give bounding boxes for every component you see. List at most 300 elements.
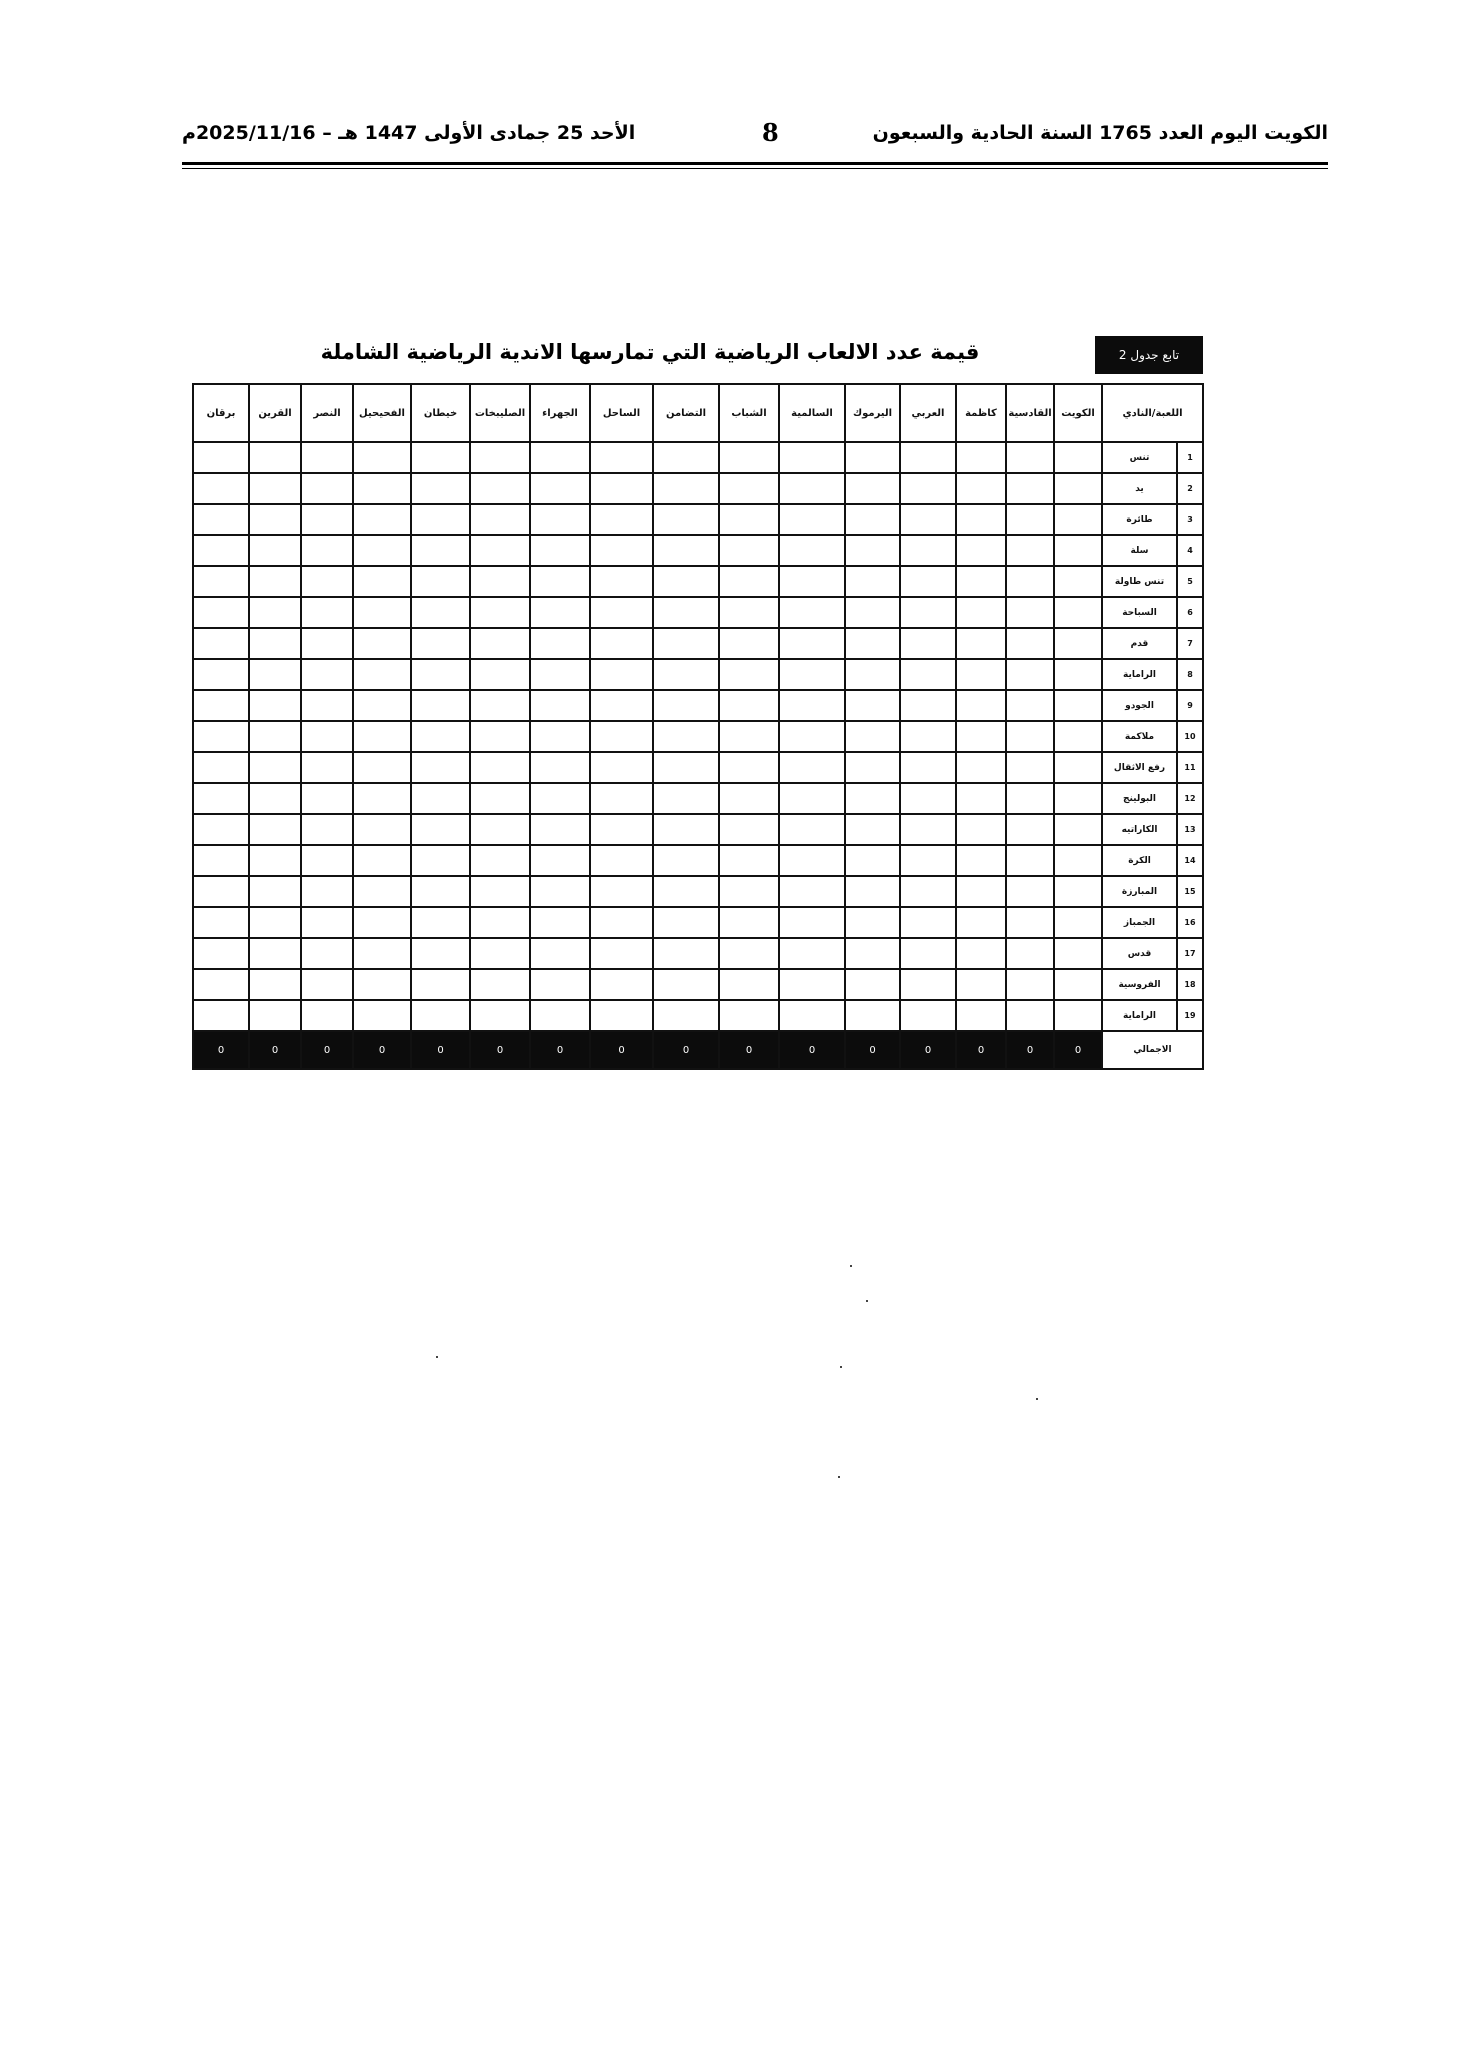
club-column-header: الجهراء: [530, 384, 590, 442]
scan-speck: [838, 1476, 840, 1478]
table-cell: [590, 597, 653, 628]
table-cell: [353, 1000, 411, 1031]
table-row: [193, 907, 1203, 938]
table-cell: [470, 783, 530, 814]
table-cell: [956, 721, 1006, 752]
table-cell: [653, 783, 719, 814]
table-cell: [1054, 845, 1102, 876]
table-cell: [249, 938, 301, 969]
table-cell: [845, 752, 900, 783]
sport-name: الجودو: [1102, 690, 1177, 721]
table-cell: [1006, 659, 1054, 690]
table-row: [193, 504, 1203, 535]
sport-name: الراماية: [1102, 1000, 1177, 1031]
club-column-header: السالمية: [779, 384, 845, 442]
total-cell: 0: [530, 1031, 590, 1069]
table-cell: [845, 535, 900, 566]
table-cell: [590, 1000, 653, 1031]
table-cell: [590, 969, 653, 1000]
sport-name: رفع الاثقال: [1102, 752, 1177, 783]
table-cell: [653, 628, 719, 659]
table-cell: [301, 659, 353, 690]
table-row: [193, 876, 1203, 907]
table-cell: [411, 597, 470, 628]
total-cell: 0: [353, 1031, 411, 1069]
sport-name: سلة: [1102, 535, 1177, 566]
table-cell: [779, 907, 845, 938]
table-cell: [193, 938, 249, 969]
total-cell: 0: [845, 1031, 900, 1069]
table-cell: [470, 442, 530, 473]
table-cell: [353, 876, 411, 907]
table-cell: [470, 628, 530, 659]
table-cell: [845, 442, 900, 473]
table-cell: [956, 566, 1006, 597]
sport-name: قدس: [1102, 938, 1177, 969]
table-cell: [1054, 473, 1102, 504]
table-cell: [779, 535, 845, 566]
table-cell: [653, 535, 719, 566]
table-cell: [411, 721, 470, 752]
table-cell: [249, 628, 301, 659]
table-cell: [301, 566, 353, 597]
table-row: [193, 752, 1203, 783]
table-cell: [590, 752, 653, 783]
table-cell: [193, 969, 249, 1000]
table-cell: [653, 690, 719, 721]
table-cell: [1054, 783, 1102, 814]
table-row: [193, 597, 1203, 628]
table-cell: [411, 969, 470, 1000]
table-cell: [900, 690, 956, 721]
table-cell: [956, 442, 1006, 473]
table-cell: [900, 535, 956, 566]
table-cell: [956, 814, 1006, 845]
table-cell: [590, 690, 653, 721]
table-cell: [530, 442, 590, 473]
table-cell: [719, 752, 779, 783]
row-number: 16: [1177, 907, 1203, 938]
table-cell: [719, 721, 779, 752]
table-cell: [411, 566, 470, 597]
table-cell: [530, 1000, 590, 1031]
table-cell: [845, 814, 900, 845]
table-cell: [193, 535, 249, 566]
table-cell: [470, 690, 530, 721]
table-cell: [249, 783, 301, 814]
row-number: 17: [1177, 938, 1203, 969]
table-cell: [470, 938, 530, 969]
table-cell: [353, 907, 411, 938]
table-cell: [590, 783, 653, 814]
table-cell: [411, 690, 470, 721]
table-cell: [653, 473, 719, 504]
table-cell: [301, 597, 353, 628]
table-cell: [845, 845, 900, 876]
table-cell: [719, 535, 779, 566]
table-cell: [353, 504, 411, 535]
club-column-header: خيطان: [411, 384, 470, 442]
table-cell: [470, 659, 530, 690]
table-cell: [719, 628, 779, 659]
issue-date: الأحد 25 جمادى الأولى 1447 هـ – 2025/11/16م: [182, 122, 636, 144]
total-cell: 0: [249, 1031, 301, 1069]
table-cell: [900, 1000, 956, 1031]
table-cell: [900, 752, 956, 783]
sport-name: طائرة: [1102, 504, 1177, 535]
table-cell: [301, 969, 353, 1000]
table-cell: [193, 752, 249, 783]
sport-name: الجمباز: [1102, 907, 1177, 938]
table-cell: [470, 876, 530, 907]
table-row: [193, 659, 1203, 690]
club-column-header: برقان: [193, 384, 249, 442]
table-cell: [411, 659, 470, 690]
table-cell: [470, 845, 530, 876]
table-cell: [249, 504, 301, 535]
table-cell: [193, 628, 249, 659]
table-cell: [900, 783, 956, 814]
table-cell: [530, 628, 590, 659]
table-cell: [779, 566, 845, 597]
table-cell: [956, 969, 1006, 1000]
table-cell: [845, 1000, 900, 1031]
table-cell: [470, 752, 530, 783]
table-row: [193, 938, 1203, 969]
table-row: [193, 969, 1203, 1000]
table-row: [193, 814, 1203, 845]
table-cell: [1054, 504, 1102, 535]
table-cell: [353, 690, 411, 721]
total-cell: 0: [719, 1031, 779, 1069]
table-cell: [530, 907, 590, 938]
table-cell: [845, 628, 900, 659]
table-cell: [353, 752, 411, 783]
table-cell: [900, 659, 956, 690]
table-cell: [590, 442, 653, 473]
table-cell: [470, 814, 530, 845]
table-cell: [719, 907, 779, 938]
club-column-header: الفحيحيل: [353, 384, 411, 442]
row-number: 14: [1177, 845, 1203, 876]
table-cell: [845, 566, 900, 597]
table-cell: [845, 504, 900, 535]
table-cell: [470, 566, 530, 597]
row-number: 1: [1177, 442, 1203, 473]
table-cell: [530, 783, 590, 814]
sport-name: الكاراتيه: [1102, 814, 1177, 845]
table-cell: [719, 597, 779, 628]
issue-info: الكويت اليوم العدد 1765 السنة الحادية والسبعون: [872, 122, 1328, 144]
table-cell: [301, 907, 353, 938]
table-cell: [411, 442, 470, 473]
table-cell: [193, 659, 249, 690]
table-cell: [249, 845, 301, 876]
table-cell: [530, 597, 590, 628]
table-cell: [1054, 814, 1102, 845]
table-cell: [301, 473, 353, 504]
table-cell: [301, 442, 353, 473]
page-number: 8: [762, 118, 779, 147]
total-cell: 0: [193, 1031, 249, 1069]
table-cell: [530, 504, 590, 535]
scan-speck: [866, 1300, 868, 1302]
table-cell: [353, 628, 411, 659]
table-cell: [779, 845, 845, 876]
table-cell: [1006, 814, 1054, 845]
table-cell: [411, 504, 470, 535]
table-cell: [1054, 938, 1102, 969]
table-cell: [301, 783, 353, 814]
club-column-header: العربي: [900, 384, 956, 442]
table-cell: [249, 659, 301, 690]
sport-name: ملاكمة: [1102, 721, 1177, 752]
table-cell: [301, 1000, 353, 1031]
corner-header: اللعبة/النادي: [1102, 384, 1203, 442]
sport-name: المبارزة: [1102, 876, 1177, 907]
table-cell: [845, 969, 900, 1000]
table-cell: [1006, 628, 1054, 659]
table-cell: [590, 721, 653, 752]
row-number: 12: [1177, 783, 1203, 814]
table-cell: [249, 969, 301, 1000]
table-cell: [590, 938, 653, 969]
table-cell: [845, 721, 900, 752]
table-cell: [530, 752, 590, 783]
table-cell: [956, 597, 1006, 628]
table-cell: [845, 907, 900, 938]
table-cell: [530, 814, 590, 845]
table-tag-label: تابع جدول 2: [1118, 348, 1180, 362]
table-cell: [956, 535, 1006, 566]
scan-speck: [850, 1265, 852, 1267]
table-cell: [301, 938, 353, 969]
table-cell: [653, 907, 719, 938]
table-cell: [779, 814, 845, 845]
table-cell: [900, 938, 956, 969]
table-cell: [845, 783, 900, 814]
table-row: [193, 845, 1203, 876]
club-column-header: اليرموك: [845, 384, 900, 442]
table-cell: [530, 566, 590, 597]
row-number: 15: [1177, 876, 1203, 907]
header-rule-thick: [182, 162, 1328, 165]
table-cell: [470, 535, 530, 566]
table-cell: [653, 659, 719, 690]
scan-speck: [1036, 1398, 1038, 1400]
table-cell: [1006, 907, 1054, 938]
table-cell: [249, 690, 301, 721]
table-cell: [956, 938, 1006, 969]
table-cell: [719, 969, 779, 1000]
club-column-header: القادسية: [1006, 384, 1054, 442]
table-cell: [845, 597, 900, 628]
table-cell: [1006, 845, 1054, 876]
table-cell: [590, 845, 653, 876]
table-cell: [301, 504, 353, 535]
total-cell: 0: [1054, 1031, 1102, 1069]
table-row: [193, 535, 1203, 566]
table-cell: [411, 1000, 470, 1031]
table-cell: [779, 690, 845, 721]
table-cell: [1054, 442, 1102, 473]
page-header: [182, 118, 1328, 152]
table-cell: [301, 845, 353, 876]
table-cell: [249, 721, 301, 752]
table-cell: [1006, 504, 1054, 535]
table-cell: [1054, 597, 1102, 628]
table-cell: [1054, 690, 1102, 721]
table-row: [193, 721, 1203, 752]
total-label: الاجمالي: [1102, 1031, 1203, 1069]
total-cell: 0: [411, 1031, 470, 1069]
table-cell: [956, 504, 1006, 535]
table-cell: [900, 969, 956, 1000]
table-cell: [653, 938, 719, 969]
table-cell: [301, 876, 353, 907]
table-cell: [653, 566, 719, 597]
row-number: 3: [1177, 504, 1203, 535]
table-cell: [845, 690, 900, 721]
table-cell: [249, 752, 301, 783]
table-cell: [779, 969, 845, 1000]
table-cell: [411, 938, 470, 969]
table-cell: [249, 566, 301, 597]
table-cell: [590, 566, 653, 597]
table-cell: [193, 473, 249, 504]
table-cell: [1006, 752, 1054, 783]
sport-name: تنس: [1102, 442, 1177, 473]
table-cell: [956, 752, 1006, 783]
table-cell: [719, 1000, 779, 1031]
table-cell: [353, 535, 411, 566]
row-number: 8: [1177, 659, 1203, 690]
total-cell: 0: [653, 1031, 719, 1069]
table-cell: [653, 721, 719, 752]
row-number: 7: [1177, 628, 1203, 659]
table-cell: [1054, 907, 1102, 938]
sport-name: تنس طاولة: [1102, 566, 1177, 597]
row-number: 19: [1177, 1000, 1203, 1031]
table-cell: [1006, 1000, 1054, 1031]
table-cell: [193, 690, 249, 721]
table-cell: [411, 845, 470, 876]
table-cell: [411, 783, 470, 814]
table-row: [193, 442, 1203, 473]
row-number: 13: [1177, 814, 1203, 845]
total-cell: 0: [590, 1031, 653, 1069]
table-cell: [653, 504, 719, 535]
table-cell: [779, 473, 845, 504]
table-cell: [590, 876, 653, 907]
table-cell: [1006, 597, 1054, 628]
table-cell: [249, 442, 301, 473]
total-cell: 0: [779, 1031, 845, 1069]
scan-speck: [840, 1366, 842, 1368]
table-cell: [845, 473, 900, 504]
table-cell: [900, 814, 956, 845]
table-cell: [353, 597, 411, 628]
table-cell: [779, 597, 845, 628]
table-cell: [900, 566, 956, 597]
table-cell: [779, 659, 845, 690]
table-title: قيمة عدد الالعاب الرياضية التي تمارسها الاندية الرياضية الشاملة: [320, 340, 980, 364]
table-cell: [900, 876, 956, 907]
table-row: [193, 1000, 1203, 1031]
sport-name: السباحة: [1102, 597, 1177, 628]
table-cell: [956, 783, 1006, 814]
total-row: [193, 1031, 1203, 1069]
table-cell: [301, 535, 353, 566]
table-cell: [1054, 628, 1102, 659]
sport-name: الكرة: [1102, 845, 1177, 876]
table-row: [193, 690, 1203, 721]
table-cell: [249, 473, 301, 504]
table-cell: [193, 566, 249, 597]
club-column-header: التضامن: [653, 384, 719, 442]
table-cell: [1006, 442, 1054, 473]
table-cell: [193, 845, 249, 876]
table-cell: [779, 504, 845, 535]
table-cell: [353, 659, 411, 690]
sport-name: الراماية: [1102, 659, 1177, 690]
table-cell: [719, 814, 779, 845]
table-cell: [1054, 876, 1102, 907]
table-cell: [193, 597, 249, 628]
table-cell: [719, 442, 779, 473]
table-cell: [411, 876, 470, 907]
table-cell: [1006, 876, 1054, 907]
row-number: 10: [1177, 721, 1203, 752]
table-cell: [900, 628, 956, 659]
table-cell: [1054, 566, 1102, 597]
table-cell: [470, 721, 530, 752]
table-cell: [845, 938, 900, 969]
row-number: 18: [1177, 969, 1203, 1000]
total-cell: 0: [900, 1031, 956, 1069]
table-cell: [530, 535, 590, 566]
table-cell: [956, 1000, 1006, 1031]
table-cell: [249, 1000, 301, 1031]
table-cell: [301, 721, 353, 752]
table-cell: [590, 628, 653, 659]
table-cell: [779, 721, 845, 752]
table-cell: [530, 876, 590, 907]
table-cell: [653, 969, 719, 1000]
total-cell: 0: [1006, 1031, 1054, 1069]
table-cell: [470, 597, 530, 628]
table-cell: [470, 473, 530, 504]
table-cell: [1006, 969, 1054, 1000]
row-number: 5: [1177, 566, 1203, 597]
table-cell: [845, 659, 900, 690]
club-column-header: النصر: [301, 384, 353, 442]
table-cell: [193, 876, 249, 907]
table-cell: [590, 473, 653, 504]
table-cell: [590, 535, 653, 566]
table-cell: [530, 721, 590, 752]
table-cell: [900, 504, 956, 535]
table-cell: [956, 690, 1006, 721]
header-rule-thin: [182, 168, 1328, 169]
table-cell: [900, 845, 956, 876]
table-cell: [411, 628, 470, 659]
table-cell: [193, 504, 249, 535]
table-row: [193, 566, 1203, 597]
table-cell: [719, 876, 779, 907]
row-number: 2: [1177, 473, 1203, 504]
table-cell: [411, 907, 470, 938]
